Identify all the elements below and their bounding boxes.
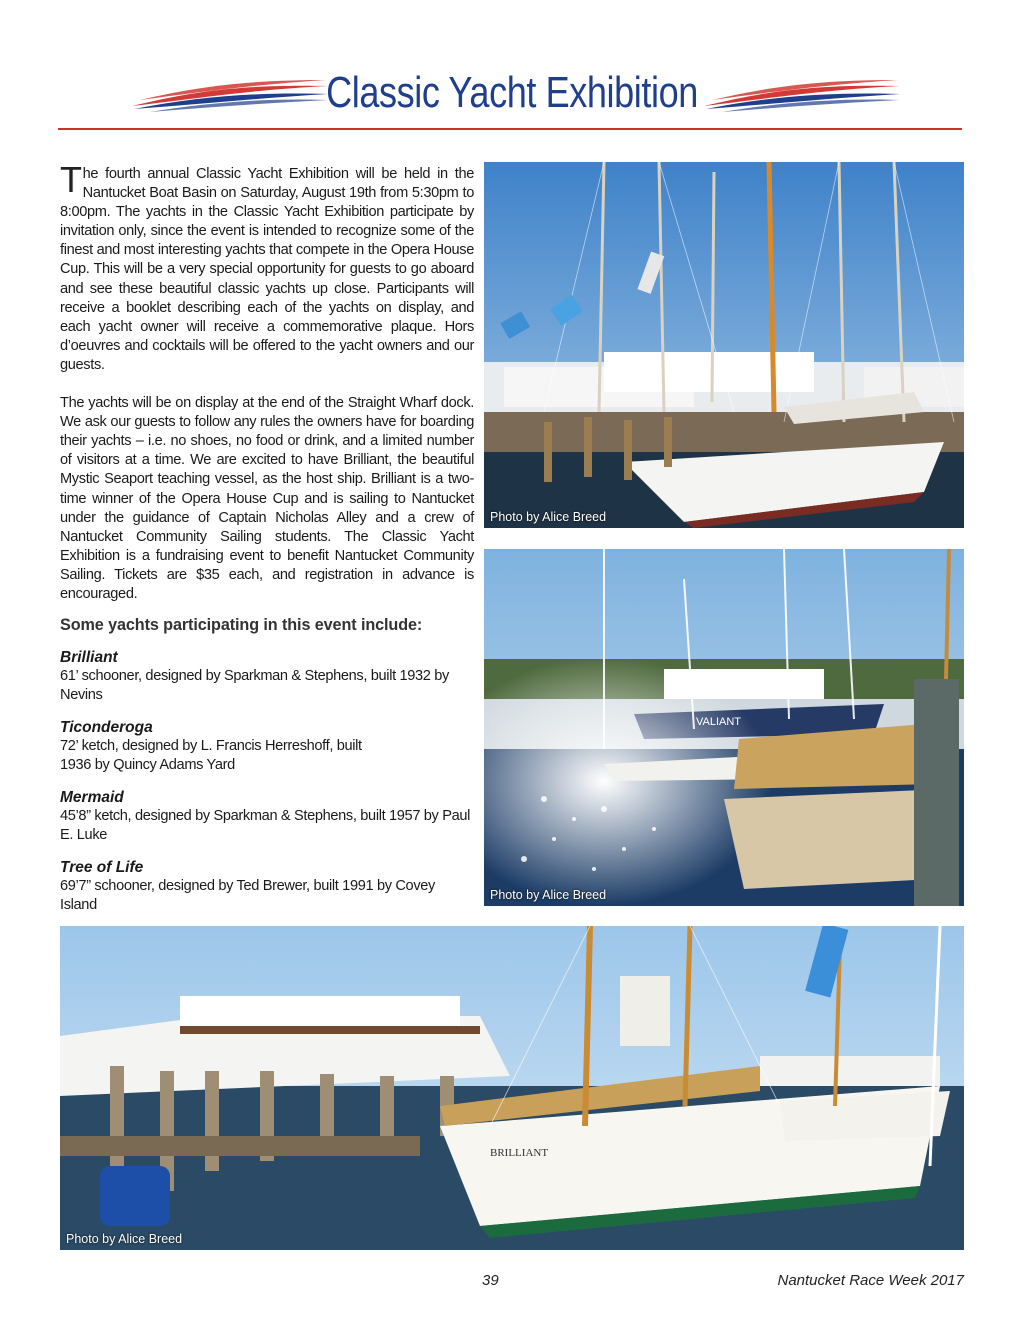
photo-brilliant-at-dock bbox=[60, 926, 964, 1250]
yacht-description: 69’7” schooner, designed by Ted Brewer, built 1991 by Covey Island bbox=[60, 878, 435, 914]
publication-name: Nantucket Race Week 2017 bbox=[777, 1272, 964, 1289]
drop-cap: T bbox=[60, 159, 82, 200]
hull-name-brilliant: BRILLIANT bbox=[490, 1147, 549, 1159]
yacht-description: 72’ ketch, designed by L. Francis Herreshoff, built 1936 by Quincy Adams Yard bbox=[60, 738, 362, 774]
yacht-name: Tree of Life bbox=[60, 859, 144, 877]
yacht-entry-mermaid bbox=[60, 789, 474, 845]
yacht-entry-brilliant bbox=[60, 649, 474, 705]
header-rule bbox=[58, 128, 962, 130]
brilliant-at-dock-image bbox=[60, 926, 964, 1250]
yacht-name: Ticonderoga bbox=[60, 719, 153, 737]
hull-name-valiant: VALIANT bbox=[696, 716, 742, 728]
article-body bbox=[60, 159, 474, 972]
yacht-entry-ticonderoga bbox=[60, 719, 474, 775]
photo-credit: Photo by Alice Breed bbox=[490, 888, 607, 902]
page-title: Classic Yacht Exhibition bbox=[326, 68, 698, 117]
yacht-name: Brilliant bbox=[60, 649, 118, 667]
yacht-description: 45’8” ketch, designed by Sparkman & Stephens, built 1957 by Paul E. Luke bbox=[60, 808, 471, 844]
harbor-masts-image bbox=[484, 162, 964, 528]
photo-credit: Photo by Alice Breed bbox=[490, 510, 607, 524]
yacht-description: 61’ schooner, designed by Sparkman & Stephens, built 1932 by Nevins bbox=[60, 668, 449, 704]
yacht-name: Mermaid bbox=[60, 789, 124, 807]
flag-swoosh-right-icon bbox=[702, 76, 902, 112]
yacht-entry-tree-of-life bbox=[60, 859, 474, 915]
photo-harbor-masts bbox=[484, 162, 964, 528]
sparkling-harbor-image bbox=[484, 549, 964, 906]
intro-paragraph bbox=[60, 159, 474, 375]
photo-credit: Photo by Alice Breed bbox=[66, 1232, 183, 1246]
intro-paragraph-text: he fourth annual Classic Yacht Exhibition will be held in the Nantucket Boat Basin on Saturday, August 19th from 5:30pm to 8:00pm. The yachts in the Classic Yacht Exhibition participate by invitation only, since the event is intended to recognize some of the finest and most interesting yachts that compete in the Opera House Cup. This will be a very special opportunity for guests to go aboard and see these beautiful classic yachts up close. Participants will receive a booklet describing each of the yachts on display, and each yacht owner will receive a commemorative plaque. Hors d’oeuvres and cocktails will be offered to the yacht owners and our guests. bbox=[60, 166, 474, 373]
display-paragraph: The yachts will be on display at the end of the Straight Wharf dock. We ask our guests to follow any rules the owners have for boarding their yachts – i.e. no shoes, no food or drink, and a limited number of visitors at a time. We are excited to have Brilliant, the beautiful Mystic Seaport teaching vessel, as the host ship. Brilliant is a two-time winner of the Opera House Cup and is sailing to Nantucket under the guidance of Captain Nicholas Alley and a crew of Nantucket Community Sailing students. The Classic Yacht Exhibition is a fundraising event to benefit Nantucket Community Sailing. Tickets are $35 each, and registration in advance is encouraged. bbox=[60, 395, 474, 602]
yacht-list-heading: Some yachts participating in this event include: bbox=[60, 616, 423, 635]
photo-sparkling-harbor bbox=[484, 549, 964, 906]
page-header bbox=[0, 60, 1024, 130]
page-number: 39 bbox=[482, 1272, 499, 1289]
